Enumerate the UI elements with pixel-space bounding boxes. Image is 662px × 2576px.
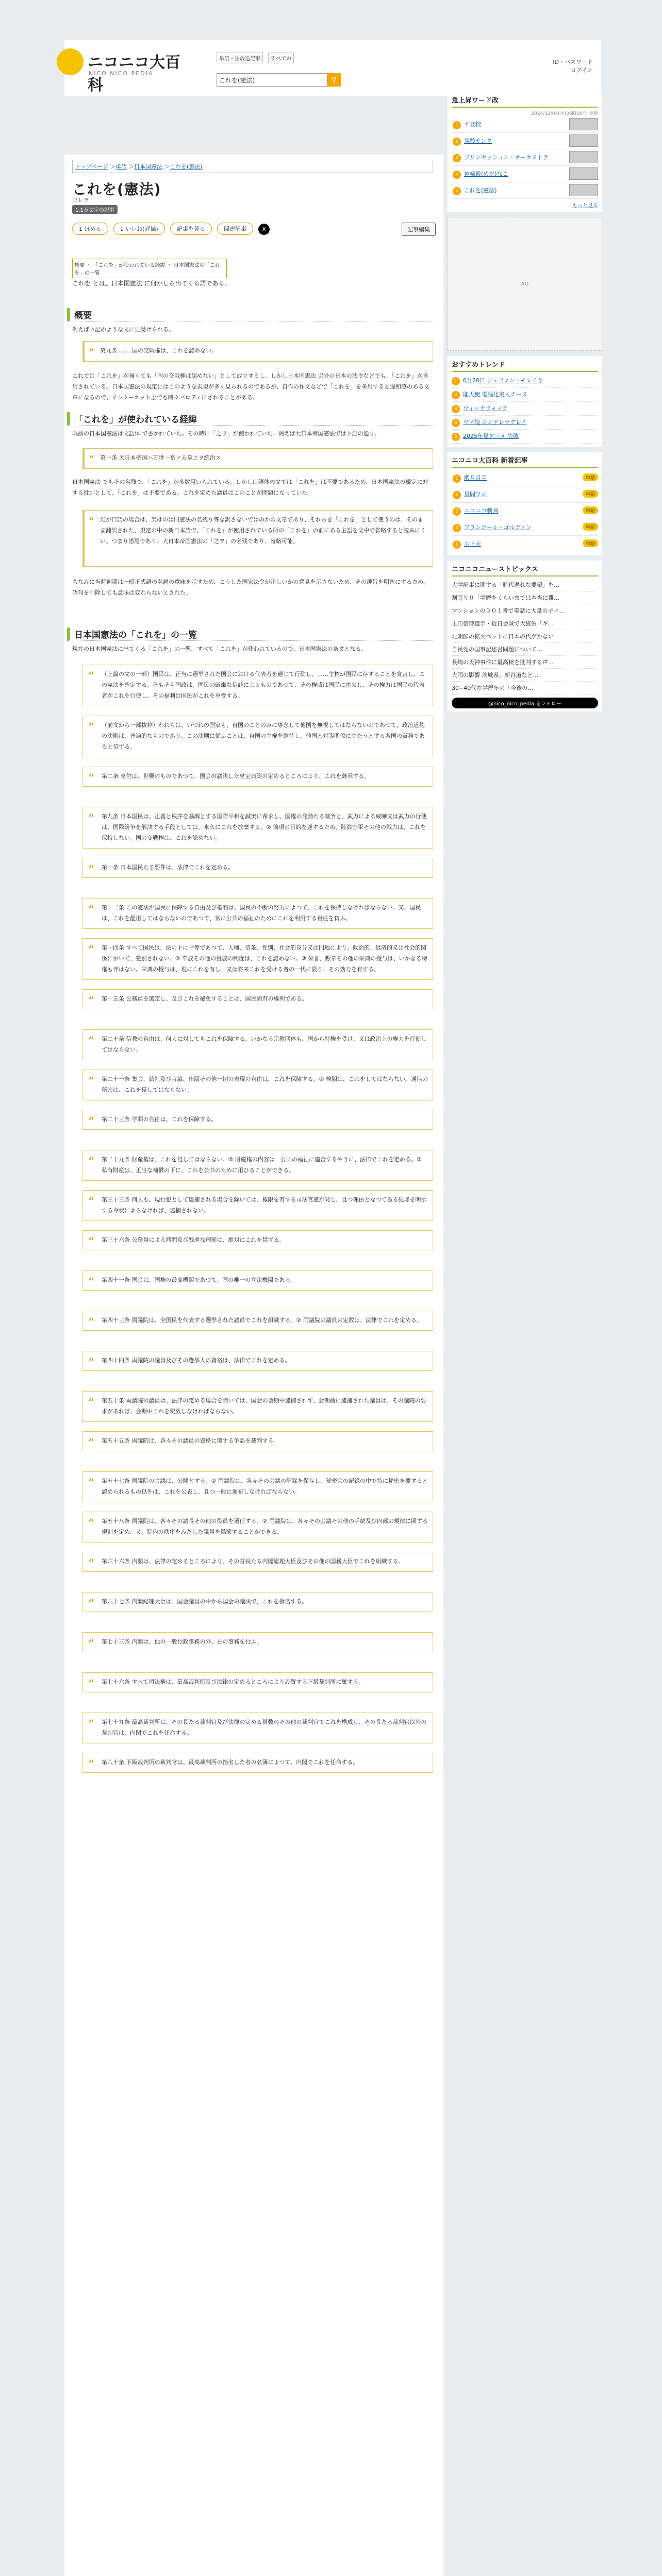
history-paragraph-2: 日本国憲法 でもその名残で、「これを」が多数用いられている。しかし口語体の文では「これを」は不要であるため、日本国憲法の規定に対する批判として、「これを」は不要である。これを定めた議員はこのことが問題になっていた。 [72, 479, 428, 496]
new-article-label[interactable]: 星間ワン [464, 491, 487, 498]
new-article-item[interactable] [452, 536, 598, 552]
trending-item[interactable] [452, 116, 598, 133]
rank-badge: 5 [453, 540, 461, 549]
rank-badge: 5 [452, 433, 460, 441]
article-quote-23: “ 第七十三条 内閣は、他の一般行政事務の外、左の事務を行ふ。 [82, 1632, 433, 1652]
history-paragraph-3: ちなみに当時初期は一般正式語の名詞の意味を示すため、こうした国家法令が正しいかの意見を示さないため、その趣旨を明確にするため、語句を削除しても意味は変わらないとされた。 [72, 579, 429, 596]
new-article-item[interactable] [452, 519, 598, 536]
rank-badge: 1 [453, 474, 461, 483]
recommend-item[interactable] [452, 416, 598, 430]
new-articles-heading: ニコニコ大百科 新着記事 [452, 455, 598, 468]
new-article-label[interactable]: 暇月月手 [464, 474, 487, 481]
list-paragraph-1: 現在の日本国憲法に出てくる「これを」の一覧。すべて「これを」が使われているので、日本国憲法の条文となる。 [72, 646, 367, 652]
article-quote-9: “ 第二十一条 集会、結社及び言論、出版その他一切の表現の自由は、これを保障する。② 検閲は、これをしてはならない。通信の秘密は、これを侵してはならない。 [82, 1070, 433, 1100]
related-button[interactable]: 関連記事 [217, 223, 253, 235]
news-item[interactable]: 大学記事に関する「時代遅れな要望」を… [452, 579, 598, 591]
trending-updated: 2024/12/04(水)06時00分 更新 [531, 111, 598, 116]
recommend-item-label[interactable]: ウィッチウォッチ [463, 405, 508, 412]
page-title-reading: コレヲ [72, 197, 89, 204]
search-input[interactable]: これを(憲法) [217, 73, 327, 87]
rank-badge: 4 [453, 171, 461, 179]
rank-badge: 4 [453, 524, 461, 532]
rank-badge: 3 [453, 154, 461, 162]
trending-thumbnail[interactable] [569, 151, 598, 163]
article-quote-5: “ 第十二条 この憲法が国民に保障する自由及び権利は、国民の不断の努力によつて、これを保持しなければならない。又、国民は、これを濫用してはならないのであつて、常に公共の福祉のためにこれを利用する責任を負ふ。 [82, 898, 433, 929]
login-link[interactable]: ログイン [570, 67, 593, 74]
sidebar [448, 92, 602, 717]
trending-box [448, 92, 602, 212]
trending-item[interactable] [452, 182, 598, 199]
search-scope-select[interactable]: すべての [268, 53, 294, 63]
x-follow-button[interactable]: @nico_nico_pedia をフォロー [452, 698, 598, 708]
trending-thumbnail[interactable] [569, 184, 598, 196]
trending-item-label[interactable]: これを(憲法) [464, 187, 497, 194]
like-button[interactable]: 1 いいね(評価) [113, 223, 165, 235]
article-length-badge: 1.1万文字の記事 [72, 205, 118, 214]
article-quote-22: “ 第六十七条 内閣総理大臣は、国会議員の中から国会の議決で、これを指名する。 [82, 1592, 433, 1612]
article-quote-10: “ 第二十三条 学問の自由は、これを保障する。 [82, 1110, 433, 1130]
rank-badge: 2 [452, 391, 460, 399]
trending-item[interactable] [452, 166, 598, 182]
news-heading: ニコニコニューストピックス [452, 564, 598, 577]
sidebar-ad: AD [448, 217, 602, 351]
article-quote-14: “ 第四十一条 国会は、国権の最高機関であつて、国の唯一の立法機関である。 [82, 1270, 433, 1291]
rank-badge: 2 [453, 138, 461, 146]
trending-thumbnail[interactable] [569, 134, 598, 147]
article-quote-24: “ 第七十六条 すべて司法権は、最高裁判所及び法律の定めるところにより設置する下級裁判所に属する。 [82, 1672, 433, 1692]
praise-button[interactable]: 1 ほめる [72, 223, 108, 235]
article-quote-0: “ （上論の文の一部）国民は、正当に選挙された国会における代表者を通じて行動し、……主権が国民に存することを宣言し、この憲法を確定する。そもそも国政は、国民の厳粛な信託によるものであつて、その権威は国民に由来し、その権力は国民の代表者がこれを行使し、その福利は国民がこれを享受する。 [82, 665, 433, 706]
news-item[interactable]: 割引り０「学歴をくらいまでは本当に難… [452, 591, 598, 604]
category-tag: 単語 [583, 506, 598, 514]
recommend-item-label[interactable]: 能天使 電脳化美人チーヌ [463, 391, 527, 398]
rank-badge: 4 [452, 419, 460, 427]
overview-quote-1: “ 第九条 …… 国の交戦権は、これを認めない。 [82, 341, 433, 362]
article-quote-6: “ 第十四条 すべて国民は、法の下に平等であつて、人種、信条、性別、社会的身分又は門地により、政治的、経済的又は社会的関係において、差別されない。② 華族その他の貴族の制度は、これを認めない。③ 栄誉、勲章その他の栄典の授与は、いかなる特権も伴はない。栄典の授与は、現にこれを有し、又は将来これを受ける者の一代に限り、その効力を有する。 [82, 938, 433, 980]
new-article-item[interactable] [452, 503, 598, 519]
page-title: これを(憲法) [72, 181, 161, 198]
article-quote-11: “ 第二十九条 財産権は、これを侵してはならない。② 財産権の内容は、公共の福祉に適合するやうに、法律でこれを定める。③ 私有財産は、正当な補償の下に、これを公共のために用ひることができる。 [82, 1150, 433, 1181]
edit-article-button[interactable]: 記事編集 [402, 223, 436, 236]
article-quote-26: “ 第八十条 下級裁判所の裁判官は、最高裁判所の指名した者の名簿によつて、内閣でこれを任命する。 [82, 1753, 433, 1773]
rank-badge: 1 [452, 377, 460, 385]
article-quote-17: “ 第五十条 両議院の議員は、法律の定める場合を除いては、国会の会期中逮捕されず、会期前に逮捕された議員は、その議院の要求があれば、会期中これを釈放しなければならない。 [82, 1391, 433, 1422]
history-paragraph-1: 戦前の日本国憲法は文語体 で書かれていた。その時に「之ヲ」が使われていた。例えば大日本帝国憲法では下記の通り。 [72, 430, 380, 437]
breadcrumb-current[interactable]: これを(憲法) [170, 163, 203, 170]
trending-thumbnail[interactable] [569, 118, 598, 130]
recommend-item[interactable] [452, 388, 598, 402]
news-item[interactable]: 上田信博選手・近日会戦で大統領「ギ… [452, 617, 598, 630]
article-quote-1: “ （前文から一部抜粋）われらは、いづれの国家も、自国のことのみに専念して他国を無視してはならないのであつて、政治道徳の法則は、普遍的なものであり、この法則に従ふことは、自国の主権を維持し、他国と対等関係に立たうとする各国の責務であると信ずる。 [82, 716, 433, 757]
trending-more-link[interactable]: もっと見る [572, 203, 598, 209]
new-article-label[interactable]: ニコニコ動画 [464, 507, 498, 514]
article-quote-2: “ 第二条 皇位は、世襲のものであつて、国会の議決した皇室典範の定めるところにより、これを継承する。 [82, 767, 433, 787]
news-item[interactable]: 自民党の国事記述書問題について… [452, 643, 598, 656]
trending-heading: 急上昇ワード改 [452, 95, 598, 108]
trending-item[interactable] [452, 133, 598, 149]
category-tag: 単語 [583, 473, 598, 481]
trending-item-label[interactable]: プリンセッション・オーケストラ [464, 154, 549, 161]
new-article-item[interactable] [452, 470, 598, 486]
trending-item-label[interactable]: 炭酸サンタ [464, 138, 492, 144]
new-articles-box [448, 452, 602, 555]
history-quote-1: “ 第一条 大日本帝国ハ万世一系ノ天皇之ヲ統治ス [82, 448, 433, 469]
recommend-item[interactable] [452, 402, 598, 416]
trending-thumbnail[interactable] [569, 167, 598, 180]
article-quote-18: “ 第五十五条 両議院は、各々その議員の資格に関する争訟を裁判する。 [82, 1431, 433, 1451]
article-quote-21: “ 第六十六条 内閣は、法律の定めるところにより、その首長たる内閣総理大臣及びその他の国務大臣でこれを組織する。 [82, 1552, 433, 1572]
breadcrumb-word[interactable]: 単語 [115, 163, 127, 170]
id-password-link[interactable]: ID・パスワード [553, 59, 593, 65]
logo-title: ニコニコ大百科 [88, 54, 180, 94]
rank-badge: 3 [453, 507, 461, 516]
news-item[interactable]: 30~40代在学歴年の「今後の… [452, 682, 598, 694]
article-quote-12: “ 第三十三条 何人も、現行犯として逮捕される場合を除いては、権限を有する司法官憲が発し、且つ理由となつてゐる犯罪を明示する令状によらなければ、逮捕されない。 [82, 1190, 433, 1221]
news-item[interactable]: マンションの３０１番で電話に大量の子ノ… [452, 604, 598, 617]
article-quote-25: “ 第七十九条 最高裁判所は、その長たる裁判官及び法律の定める員数のその他の裁判官でこれを構成し、その長たる裁判官以外の裁判官は、内閣でこれを任命する。 [82, 1713, 433, 1743]
trending-item-label[interactable]: 神崎殿(めだ)なこ [464, 171, 508, 177]
new-article-label[interactable]: フランボール・ゴルディン [464, 524, 532, 531]
new-article-label[interactable]: ホト天 [464, 540, 481, 547]
overview-paragraph-2: これでは「これを」が無くても「国の交戦権は認めない」として成立するし、しかし日本国憲法 以外の日本の法令などでも、「これを」が多用されている。日本国憲法の規定にはこのような表現が多く見られるのであるが、自作の作文などで「これを」を多用すると違和感のある文章になるので、インターネット上でも時々パロディにされることがある。 [72, 372, 429, 401]
news-item[interactable]: 長崎の天神事件に最高検を批判する声… [452, 656, 598, 669]
recommend-item[interactable] [452, 430, 598, 444]
search-icon: ⚲ [331, 76, 337, 84]
new-article-item[interactable] [452, 486, 598, 503]
logo-subtitle: NICO NICO PEDIA [89, 70, 154, 77]
rank-badge: 1 [453, 121, 461, 129]
trending-item-label[interactable]: 不登校 [464, 121, 481, 128]
section-heading-history: 「これを」が使われている経緯 [67, 412, 434, 426]
view-article-button[interactable]: 記事を見る [170, 223, 212, 235]
article-quote-13: “ 第三十六条 公務員による拷問及び残虐な刑罰は、絶対にこれを禁ずる。 [82, 1230, 433, 1250]
rank-badge: 5 [453, 187, 461, 195]
recommend-item-label[interactable]: 6月20日 ジェファン・モレイヤ [463, 377, 543, 384]
trending-item[interactable] [452, 149, 598, 166]
lead-text: これを とは、日本国憲法 に何かしら出てくる語である。 [72, 280, 231, 287]
x-share-icon[interactable]: X [258, 224, 270, 235]
category-tag: 単語 [583, 539, 598, 547]
recommend-item[interactable] [452, 374, 598, 388]
table-of-contents[interactable]: 概要 ・ 「これを」が使われている経緯 ・ 日本国憲法の「これを」の一覧 [72, 259, 227, 278]
history-quote-2: “ だが口語の場合は、実はのは旧憲法の名残り等な訳さないではのかの文章であり、それらを「これを」として使うのは、そのまま翻訳された、規定の中の新日本語で、「これを」が使用されている所の「これを」の前にある主語を文中で省略すると読みにくい。つまり語尾であり、大日本帝国憲法の「之ヲ」の名残であり、省略可能。 [82, 510, 433, 567]
search-area [217, 53, 356, 88]
recommend-heading: おすすめトレンド [452, 359, 598, 372]
article-quote-3: “ 第九条 日本国民は、正義と秩序を基調とする国際平和を誠実に希求し、国権の発動たる戦争と、武力による威嚇又は武力の行使は、国際紛争を解決する手段としては、永久にこれを放棄する。② 前項の目的を達するため、陸海空軍その他の戦力は、これを保持しない。国の交戦権は、これを認めない。 [82, 807, 433, 849]
header-account [521, 58, 593, 74]
overview-paragraph-1: 例えば下記のような文に見受けられる。 [72, 326, 174, 333]
article-quote-20: “ 第五十八条 両議院は、各々その議長その他の役員を選任する。② 両議院は、各々その会議その他の手続及び内部の規律に関する規則を定め、又、院内の秩序をみだした議員を懲罰することができる。 [82, 1512, 433, 1543]
site-logo[interactable] [57, 46, 185, 94]
category-tag: 単語 [583, 490, 598, 498]
breadcrumb-constitution[interactable]: 日本国憲法 [134, 163, 163, 170]
news-item[interactable]: 北朝鮮の拡大ペットに日本の代がかない [452, 630, 598, 643]
article-quote-15: “ 第四十三条 両議院は、全国民を代表する選挙された議員でこれを組織する。② 両議院の議員の定数は、法律でこれを定める。 [82, 1311, 433, 1331]
breadcrumb: トップページ ＞単語 ＞日本国憲法 ＞これを(憲法) [72, 160, 433, 173]
article-quote-8: “ 第二十条 信教の自由は、何人に対してもこれを保障する。いかなる宗教団体も、国から特権を受け、又は政治上の権力を行使してはならない。 [82, 1029, 433, 1060]
section-heading-overview: 概要 [67, 308, 434, 321]
rank-badge: 3 [452, 405, 460, 413]
search-button[interactable] [327, 73, 341, 87]
recommend-box [448, 356, 602, 447]
breadcrumb-top[interactable]: トップページ [75, 163, 109, 170]
article-toolbar [72, 223, 436, 237]
rank-badge: 2 [453, 491, 461, 499]
news-box [448, 561, 602, 711]
search-category-select[interactable]: 単語・生放送記事 [217, 53, 263, 63]
article-quote-16: “ 第四十四条 両議院の議員及びその選挙人の資格は、法律でこれを定める。 [82, 1351, 433, 1371]
section-heading-list: 日本国憲法の「これを」の一覧 [67, 628, 434, 641]
article-quote-19: “ 第五十七条 両議院の会議は、公開とする。② 両議院は、各々その会議の記録を保存し、秘密会の記録の中で特に秘密を要すると認められるもの以外は、これを公表し、且つ一般に頒布しなければならない。 [82, 1471, 433, 1502]
news-item[interactable]: 大雨の影響 茨城県、新谷道など… [452, 669, 598, 682]
logo-mark [57, 48, 84, 75]
recommend-item-label[interactable]: ウマ娘 シンデレラグレイ [463, 419, 527, 426]
article-quote-4: “ 第十条 日本国民たる要件は、法律でこれを定める。 [82, 858, 433, 878]
article-quote-7: “ 第十五条 公務員を選定し、及びこれを罷免することは、国民固有の権利である。 [82, 989, 433, 1009]
category-tag: 単語 [583, 523, 598, 531]
recommend-item-label[interactable]: 2025年夏アニメ 失敗 [463, 433, 519, 439]
